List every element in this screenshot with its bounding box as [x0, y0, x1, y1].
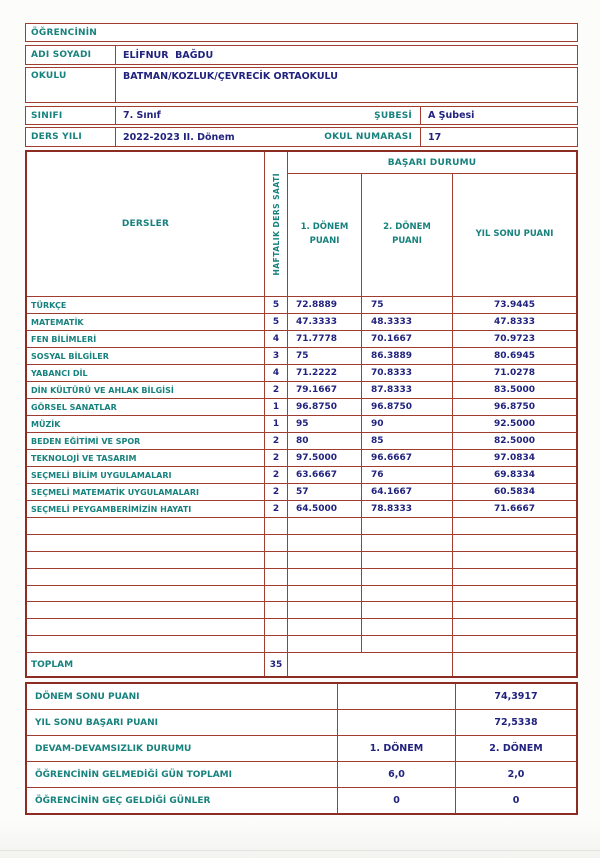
student-section-header — [25, 23, 578, 42]
empty-cell — [265, 569, 288, 585]
empty-cell — [362, 586, 453, 602]
subject-hours: 2 — [265, 382, 288, 398]
subject-row — [27, 382, 576, 399]
summary-row-gec-geldigi — [27, 788, 576, 813]
empty-cell — [27, 619, 265, 635]
empty-cell — [453, 535, 576, 551]
student-name: ELİFNUR BAĞDU — [123, 49, 214, 61]
subject-term2-score: 48.3333 — [362, 314, 453, 330]
subject-term2-score: 64.1667 — [362, 484, 453, 500]
yil-sonu-col2: 72,5338 — [494, 717, 538, 728]
branch-value: A Şubesi — [428, 110, 475, 121]
subject-term1-score: 63.6667 — [288, 467, 362, 483]
subject-hours: 1 — [265, 416, 288, 432]
toplam-hours: 35 — [265, 653, 288, 676]
subject-row — [27, 416, 576, 433]
subject-term1-score: 97.5000 — [288, 450, 362, 466]
row-adi-soyadi — [25, 45, 578, 65]
empty-cell — [288, 636, 362, 652]
subject-hours: 4 — [265, 331, 288, 347]
subject-year-score: 97.0834 — [494, 453, 535, 463]
empty-cell — [265, 602, 288, 618]
grades-table — [25, 150, 578, 678]
empty-cell — [265, 619, 288, 635]
subject-year-score: 71.0278 — [494, 368, 535, 378]
subject-term1-score: 79.1667 — [288, 382, 362, 398]
subject-rows — [27, 297, 576, 518]
row-ders-yili — [25, 127, 578, 147]
empty-cell — [27, 586, 265, 602]
subject-hours: 1 — [265, 399, 288, 415]
weekly-hours-header-cell — [265, 152, 288, 296]
empty-cell — [288, 518, 362, 534]
subject-row — [27, 484, 576, 501]
empty-cell — [27, 518, 265, 534]
gelmedigi-col2: 2,0 — [507, 769, 525, 780]
subject-term1-score: 75 — [288, 348, 362, 364]
empty-cell — [265, 535, 288, 551]
empty-cell — [453, 586, 576, 602]
empty-cell — [362, 535, 453, 551]
empty-cell — [453, 569, 576, 585]
subject-name: SOSYAL BİLGİLER — [27, 348, 265, 364]
empty-row — [27, 518, 576, 535]
weekly-hours-header: HAFTALIK DERS SAATİ — [271, 172, 281, 276]
subject-term1-score: 95 — [288, 416, 362, 432]
subject-year-score: 70.9723 — [494, 334, 535, 344]
basari-durumu-header-cell — [288, 152, 576, 174]
subject-name: YABANCI DİL — [27, 365, 265, 381]
subject-name: FEN BİLİMLERİ — [27, 331, 265, 347]
grades-table-header — [27, 152, 576, 297]
subject-name: SEÇMELİ MATEMATİK UYGULAMALARI — [27, 484, 265, 500]
okulu-label: OKULU — [31, 71, 67, 81]
empty-row — [27, 535, 576, 552]
row-sinifi — [25, 106, 578, 125]
subject-term1-score: 47.3333 — [288, 314, 362, 330]
school-year-value: 2022-2023 II. Dönem — [123, 131, 235, 143]
adi-soyadi-label-cell — [26, 46, 116, 64]
empty-cell — [27, 636, 265, 652]
empty-cell — [362, 636, 453, 652]
subject-hours: 4 — [265, 365, 288, 381]
summary-row-donem-sonu — [27, 684, 576, 710]
subject-year-score: 73.9445 — [494, 300, 535, 310]
subesi-value-cell — [420, 107, 577, 124]
subject-year-score: 47.8333 — [494, 317, 535, 327]
okulu-label-cell — [26, 68, 116, 102]
empty-row — [27, 602, 576, 619]
subject-name: DİN KÜLTÜRÜ VE AHLAK BİLGİSİ — [27, 382, 265, 398]
subject-term1-score: 64.5000 — [288, 501, 362, 517]
subject-year-score: 60.5834 — [494, 487, 535, 497]
subject-term2-score: 90 — [362, 416, 453, 432]
yil-sonu-label: YIL SONU BAŞARI PUANI — [27, 710, 338, 735]
subject-hours: 5 — [265, 314, 288, 330]
dersler-header-cell — [27, 152, 265, 296]
empty-cell — [265, 518, 288, 534]
okul-numarasi-label: OKUL NUMARASI — [324, 132, 412, 142]
sinifi-label-cell — [26, 107, 116, 124]
subject-row — [27, 331, 576, 348]
empty-cell — [288, 619, 362, 635]
subject-term1-score: 57 — [288, 484, 362, 500]
subject-term1-score: 71.2222 — [288, 365, 362, 381]
empty-cell — [265, 552, 288, 568]
empty-cell — [288, 552, 362, 568]
okul-numarasi-value-cell — [420, 128, 577, 146]
subject-name: BEDEN EĞİTİMİ VE SPOR — [27, 433, 265, 449]
subject-term2-score: 87.8333 — [362, 382, 453, 398]
subject-year-score: 92.5000 — [494, 419, 535, 429]
subject-name: SEÇMELİ BİLİM UYGULAMALARI — [27, 467, 265, 483]
ders-yili-label-cell — [26, 128, 116, 146]
adi-soyadi-value-cell — [116, 46, 577, 64]
term2-header: 2. DÖNEM PUANI — [362, 174, 453, 296]
class-value: 7. Sınıf — [123, 110, 161, 121]
subject-year-score: 80.6945 — [494, 351, 535, 361]
subject-row — [27, 348, 576, 365]
devam-col1: 1. DÖNEM — [338, 736, 456, 761]
subject-hours: 2 — [265, 484, 288, 500]
subject-term2-score: 75 — [362, 297, 453, 313]
basari-durumu-group — [288, 152, 576, 296]
empty-cell — [288, 602, 362, 618]
subject-row — [27, 501, 576, 518]
subject-term2-score: 86.3889 — [362, 348, 453, 364]
year-end-header: YIL SONU PUANI — [475, 229, 554, 240]
okulu-value-cell — [116, 68, 577, 102]
empty-cell — [27, 552, 265, 568]
devam-col2: 2. DÖNEM — [489, 743, 543, 754]
subject-name: MÜZİK — [27, 416, 265, 432]
subject-year-score: 83.5000 — [494, 385, 535, 395]
empty-cell — [453, 518, 576, 534]
gec-geldigi-col1: 0 — [338, 788, 456, 813]
subject-hours: 2 — [265, 450, 288, 466]
gelmedigi-label: ÖĞRENCİNİN GELMEDİĞİ GÜN TOPLAMI — [27, 762, 338, 787]
subject-row — [27, 399, 576, 416]
sinifi-label: SINIFI — [31, 110, 63, 121]
subject-year-score: 82.5000 — [494, 436, 535, 446]
summary-row-devam — [27, 736, 576, 762]
empty-row — [27, 619, 576, 636]
gec-geldigi-label: ÖĞRENCİNİN GEÇ GELDİĞİ GÜNLER — [27, 788, 338, 813]
empty-cell — [27, 535, 265, 551]
ders-yili-value-cell — [116, 128, 420, 146]
subject-term1-score: 96.8750 — [288, 399, 362, 415]
school-number-value: 17 — [428, 131, 442, 143]
subject-hours: 3 — [265, 348, 288, 364]
subject-name: GÖRSEL SANATLAR — [27, 399, 265, 415]
empty-cell — [362, 552, 453, 568]
toplam-empty-cell-2 — [453, 653, 576, 676]
donem-sonu-col1 — [338, 684, 456, 709]
donem-sonu-label: DÖNEM SONU PUANI — [27, 684, 338, 709]
subject-term2-score: 85 — [362, 433, 453, 449]
empty-row — [27, 569, 576, 586]
empty-cell — [288, 586, 362, 602]
subject-term1-score: 80 — [288, 433, 362, 449]
empty-cell — [362, 619, 453, 635]
subject-hours: 2 — [265, 501, 288, 517]
subject-term2-score: 96.8750 — [362, 399, 453, 415]
subject-term2-score: 78.8333 — [362, 501, 453, 517]
subject-row — [27, 433, 576, 450]
dersler-header: DERSLER — [121, 219, 170, 229]
empty-cell — [453, 602, 576, 618]
term1-header: 1. DÖNEM PUANI — [288, 174, 362, 296]
subject-term2-score: 70.8333 — [362, 365, 453, 381]
donem-sonu-col2: 74,3917 — [494, 691, 538, 702]
empty-cell — [362, 569, 453, 585]
gec-geldigi-col2: 0 — [512, 795, 520, 806]
empty-cell — [288, 569, 362, 585]
empty-cell — [362, 518, 453, 534]
empty-cell — [265, 636, 288, 652]
summary-table — [25, 682, 578, 815]
page-bottom-line — [0, 850, 600, 851]
empty-cell — [453, 619, 576, 635]
summary-row-gelmedigi — [27, 762, 576, 788]
toplam-empty-cell-1 — [288, 653, 453, 676]
empty-cell — [453, 552, 576, 568]
adi-soyadi-label: ADI SOYADI — [31, 50, 92, 60]
subject-row — [27, 365, 576, 382]
toplam-row — [27, 653, 576, 676]
subject-hours: 5 — [265, 297, 288, 313]
gelmedigi-col1: 6,0 — [338, 762, 456, 787]
subject-row — [27, 297, 576, 314]
subject-term2-score: 70.1667 — [362, 331, 453, 347]
summary-row-yil-sonu — [27, 710, 576, 736]
subject-row — [27, 314, 576, 331]
subject-row — [27, 450, 576, 467]
subject-name: SEÇMELİ PEYGAMBERİMİZİN HAYATI — [27, 501, 265, 517]
toplam-label: TOPLAM — [27, 653, 265, 676]
empty-cell — [288, 535, 362, 551]
puan-headers — [288, 174, 576, 296]
subject-hours: 2 — [265, 433, 288, 449]
empty-cell — [453, 636, 576, 652]
empty-row — [27, 586, 576, 603]
devam-label: DEVAM-DEVAMSIZLIK DURUMU — [27, 736, 338, 761]
subject-hours: 2 — [265, 467, 288, 483]
subject-year-score: 96.8750 — [494, 402, 535, 412]
subject-term1-score: 72.8889 — [288, 297, 362, 313]
page-bottom-edge — [0, 820, 600, 858]
school-name: BATMAN/KOZLUK/ÇEVRECİK ORTAOKULU — [123, 71, 338, 82]
subject-row — [27, 467, 576, 484]
subject-name: TEKNOLOJİ VE TASARIM — [27, 450, 265, 466]
ders-yili-label: DERS YILI — [31, 132, 82, 142]
subject-term2-score: 76 — [362, 467, 453, 483]
subesi-label: ŞUBESİ — [374, 110, 412, 121]
empty-row — [27, 636, 576, 653]
subject-name: MATEMATİK — [27, 314, 265, 330]
basari-durumu-header: BAŞARI DURUMU — [387, 157, 477, 168]
empty-row — [27, 552, 576, 569]
subject-year-score: 69.8334 — [494, 470, 535, 480]
empty-cell — [362, 602, 453, 618]
empty-rows — [27, 518, 576, 653]
sinifi-value-cell — [116, 107, 420, 124]
subject-year-score: 71.6667 — [494, 504, 535, 514]
subject-term1-score: 71.7778 — [288, 331, 362, 347]
empty-cell — [27, 569, 265, 585]
student-section-title: ÖĞRENCİNİN — [31, 27, 98, 38]
row-okulu — [25, 67, 578, 103]
empty-cell — [265, 586, 288, 602]
subject-term2-score: 96.6667 — [362, 450, 453, 466]
subject-name: TÜRKÇE — [27, 297, 265, 313]
empty-cell — [27, 602, 265, 618]
yil-sonu-col1 — [338, 710, 456, 735]
